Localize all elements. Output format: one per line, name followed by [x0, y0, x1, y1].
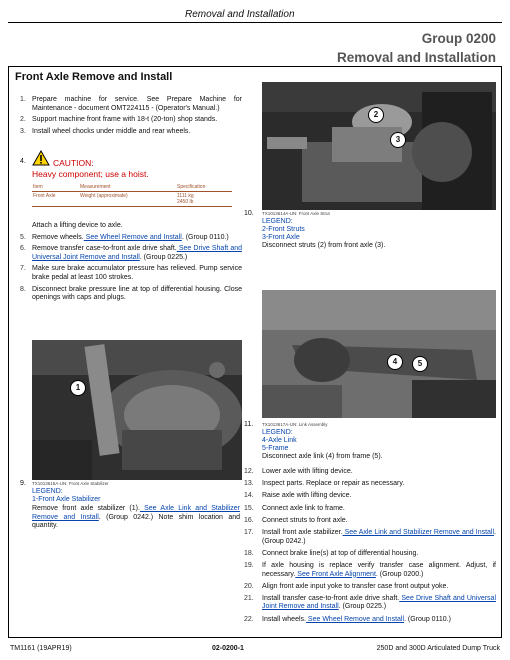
step-text: Install front axle stabilizer. — [262, 528, 343, 536]
step-body — [262, 505, 496, 514]
step-text: . (Group 0225.) — [139, 253, 188, 261]
step-body — [262, 595, 496, 612]
list-item — [244, 616, 496, 625]
legend-label: LEGEND: — [32, 488, 63, 495]
spec-value — [176, 192, 232, 207]
step-text: . (Group 0225.) — [338, 603, 387, 611]
step-text: Support machine front frame with 18-t (20-ton) shop stands. — [32, 116, 218, 124]
step-body — [32, 245, 242, 262]
step-body — [262, 550, 496, 559]
cross-reference-link[interactable]: See Drive Shaft and Universal Joint Remove and Install — [262, 594, 497, 611]
step-text: . (Group 0242.) — [262, 528, 496, 545]
figure-id: TX1013614A-UN: Front Axle Strut — [262, 211, 330, 216]
step-text: Prepare machine for service. See Prepare Machine for Maintenance - document OMT224115 - (Operator's Manual.) — [32, 96, 242, 112]
step-number: 18. — [244, 549, 254, 557]
step-text: Remove wheels. — [32, 233, 84, 241]
step-text: Install transfer case-to-front axle drive shaft. — [262, 594, 400, 602]
step-body — [32, 116, 242, 125]
step-number: 12. — [244, 468, 254, 475]
header-rule — [8, 22, 502, 23]
link-illustration — [262, 290, 496, 418]
cross-reference-link[interactable]: See Front Axle Alignment — [295, 570, 376, 578]
list-item — [20, 128, 242, 137]
list-item — [244, 529, 496, 546]
spec-item: Front Axle — [32, 192, 79, 207]
callout-3: 3 — [390, 132, 406, 148]
spec-value-metric: 1111 kg — [177, 193, 194, 199]
steps-12-22 — [244, 468, 496, 628]
step-body — [32, 222, 242, 231]
list-item — [244, 517, 496, 526]
group-label: Group 0200 — [421, 31, 496, 46]
step-number: 19. — [244, 561, 254, 569]
step-text: Make sure brake accumulator pressure has relieved. Pump service brake pedal at least 100 strokes. — [32, 265, 242, 281]
step-text: . (Group 0110.) — [181, 233, 229, 241]
step-number: 22. — [244, 615, 254, 623]
caution-text: Heavy component; use a hoist. — [32, 169, 149, 179]
front-axle-strut-photo — [262, 82, 496, 210]
list-item — [244, 492, 496, 501]
cross-reference-link[interactable]: See Axle Link and Stabilizer Remove and Install — [342, 528, 495, 536]
step-number: 17. — [244, 528, 254, 536]
legend-label: LEGEND: — [262, 218, 293, 225]
step-11-number: 11. — [244, 421, 254, 428]
step-number: 13. — [244, 480, 254, 488]
front-axle-stabilizer-photo — [32, 340, 242, 480]
procedure-title: Front Axle Remove and Install — [15, 71, 173, 83]
legend-item: 3-Front Axle — [262, 234, 300, 241]
cross-reference-link[interactable]: See Wheel Remove and Install — [305, 615, 405, 623]
step-body — [262, 517, 496, 526]
step-body — [32, 286, 242, 303]
callout-2: 2 — [368, 107, 384, 123]
step-number: 16. — [244, 516, 254, 524]
step-text: Align front axle input yoke to transfer case front output yoke. — [262, 582, 449, 590]
step-text: Inspect parts. Replace or repair as necessary. — [262, 480, 405, 488]
list-item — [244, 550, 496, 559]
list-item — [20, 286, 242, 303]
spec-header-measurement: Measurement — [79, 183, 176, 192]
step-text: Connect struts to front axle. — [262, 516, 348, 524]
spec-measurement: Weight (approximate) — [79, 192, 176, 207]
step-text: . (Group 0242.) Note shim location and quantity. — [32, 513, 241, 530]
footer-page-number: 02-0200-1 — [212, 645, 244, 652]
steps-1-3 — [20, 96, 242, 139]
list-item — [20, 222, 242, 231]
step-number: 5. — [20, 233, 26, 241]
legend-item: 5-Frame — [262, 445, 289, 452]
step-number: 1. — [20, 96, 26, 103]
step-number: 2. — [20, 116, 26, 124]
caution-title: CAUTION: — [53, 158, 94, 168]
step-text: . (Group 0200.) — [375, 570, 424, 578]
step-text: . (Group 0110.) — [404, 615, 451, 623]
list-item — [244, 480, 496, 489]
step-text: If axle housing is replace verify transfer case alignment. Adjust, if necessary. — [262, 561, 496, 578]
step-number: 21. — [244, 594, 254, 602]
warning-icon — [32, 150, 50, 166]
step-body — [262, 583, 496, 592]
step-number: 14. — [244, 492, 254, 500]
strut-illustration — [262, 82, 496, 210]
cross-reference-link[interactable]: See Wheel Remove and Install — [83, 233, 182, 241]
cross-reference-link[interactable]: See Axle Link and Stabilizer Remove and Install — [32, 505, 240, 521]
legend-item: 4-Axle Link — [262, 437, 297, 444]
step-4-number: 4. — [20, 158, 26, 165]
legend-item: 1-Front Axle Stabilizer — [32, 496, 101, 503]
spec-header-specification: Specification — [176, 183, 232, 192]
step-body — [262, 468, 496, 477]
step-body — [262, 529, 496, 546]
callout-4: 4 — [387, 354, 403, 370]
step-number: 3. — [20, 127, 26, 135]
list-item — [244, 583, 496, 592]
step-body — [32, 265, 242, 282]
step-text: Install wheel chocks under middle and rear wheels. — [32, 127, 191, 135]
step-number: 15. — [244, 504, 254, 512]
step-text: Connect axle link to frame. — [262, 504, 345, 512]
step-text: Attach a lifting device to axle. — [32, 222, 123, 229]
cross-reference-link[interactable]: See Drive Shaft and Universal Joint Remove and Install — [32, 245, 243, 261]
footer-product: 250D and 300D Articulated Dump Truck — [376, 645, 500, 652]
list-item — [244, 468, 496, 477]
step-body — [32, 96, 242, 113]
step-body — [32, 234, 242, 243]
step-11-text: Disconnect axle link (4) from frame (5). — [262, 453, 383, 460]
step-9-number: 9. — [20, 480, 26, 487]
step-9-text — [32, 505, 240, 531]
list-item — [20, 234, 242, 243]
step-text: Lower axle with lifting device. — [262, 468, 353, 475]
list-item — [244, 595, 496, 612]
step-text: Install wheels. — [262, 615, 306, 623]
step-number: 8. — [20, 285, 26, 293]
legend-label: LEGEND: — [262, 429, 293, 436]
legend-item: 2-Front Struts — [262, 226, 305, 233]
step-number: 7. — [20, 265, 26, 273]
list-item — [244, 505, 496, 514]
step-number: 20. — [244, 582, 254, 590]
callout-5: 5 — [412, 356, 428, 372]
step-body — [262, 616, 496, 625]
list-item — [20, 265, 242, 282]
list-item — [20, 116, 242, 125]
list-item — [20, 245, 242, 262]
figure-id: TX1013615A-UN: Front Axle Stabilizer — [32, 481, 109, 486]
step-text: Disconnect brake pressure line at top of differential housing. Close openings with caps and plugs. — [32, 285, 242, 302]
step-text: Raise axle with lifting device. — [262, 492, 352, 500]
section-label: Removal and Installation — [336, 50, 496, 65]
step-body — [262, 492, 496, 501]
steps-5-8 — [20, 222, 242, 306]
step-body — [32, 128, 242, 137]
list-item — [20, 96, 242, 113]
running-header: Removal and Installation — [185, 9, 295, 20]
table-row — [32, 192, 232, 207]
step-10-text: Disconnect struts (2) from front axle (3). — [262, 242, 386, 249]
step-text: Remove front axle stabilizer (1). — [32, 505, 140, 512]
spec-table — [32, 183, 232, 207]
spec-value-imperial: 2450 lb — [177, 199, 194, 205]
step-body — [262, 480, 496, 489]
step-body — [262, 562, 496, 579]
step-text: Connect brake line(s) at top of differential housing. — [262, 549, 419, 557]
step-text: Remove transfer case-to-front axle drive shaft. — [32, 245, 177, 253]
callout-1: 1 — [70, 380, 86, 396]
footer-doc-id: TM1161 (19APR19) — [10, 645, 72, 652]
list-item — [244, 562, 496, 579]
step-number: 6. — [20, 245, 26, 253]
step-10-number: 10. — [244, 210, 254, 217]
link-assembly-photo — [262, 290, 496, 418]
stabilizer-illustration — [32, 340, 242, 480]
figure-id: TX1013617A-UN: Link Assembly — [262, 422, 328, 427]
spec-header-item: Item — [32, 183, 79, 192]
